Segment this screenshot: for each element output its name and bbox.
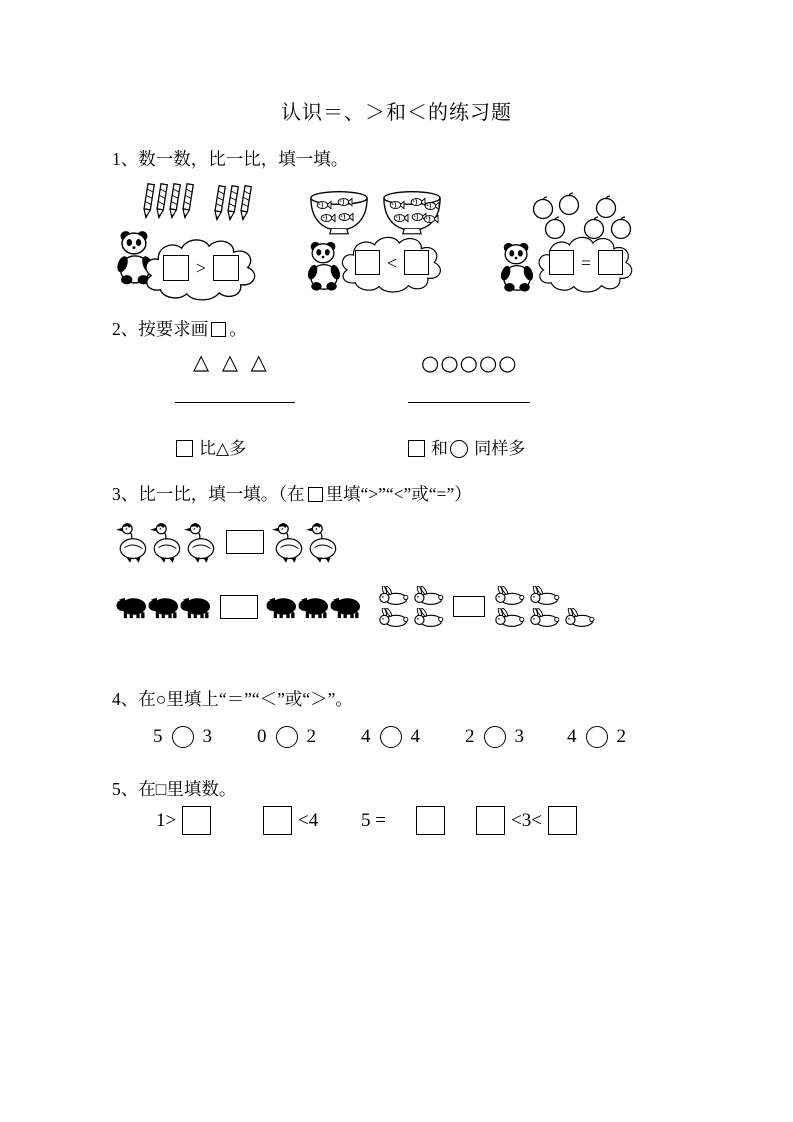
q2-label-pre: 2、按要求画 xyxy=(112,319,209,339)
q4-left-number: 0 xyxy=(257,726,267,747)
q4-right-number: 2 xyxy=(306,726,316,747)
q2-label xyxy=(112,316,247,341)
q1-group-apples xyxy=(498,185,643,303)
fish-icon xyxy=(320,213,336,223)
q3-ducks-row xyxy=(116,521,340,563)
answer-box[interactable] xyxy=(182,806,211,835)
rabbit-group-left xyxy=(376,586,446,627)
thought-bubble xyxy=(337,232,447,293)
pig-icon xyxy=(330,594,361,619)
circle-shapes: ○○○○○ xyxy=(421,351,518,375)
rabbit-row xyxy=(492,608,597,627)
q1-group-pencils xyxy=(112,183,267,305)
pig-group-left xyxy=(116,594,212,619)
q3-label-pre: 3、比一比，填一填。（在 xyxy=(112,484,305,504)
q2-caption-left xyxy=(176,434,246,459)
duck-icon xyxy=(184,521,216,563)
pig-icon xyxy=(180,594,211,619)
q4-item-5 xyxy=(567,726,626,748)
fish-icon xyxy=(393,213,409,223)
q5-expression: 5 = xyxy=(361,809,386,831)
rabbit-row xyxy=(376,608,446,627)
thought-bubble xyxy=(534,232,638,293)
square-symbol xyxy=(176,440,193,457)
q5-item-4 xyxy=(476,806,577,835)
thought-bubble xyxy=(140,234,262,301)
rabbit-group-right xyxy=(492,586,597,627)
q5-label: 5、在□里填数。 xyxy=(112,779,237,799)
fish-group-left xyxy=(308,189,370,236)
rabbit-icon xyxy=(527,608,560,627)
q4-left-number: 4 xyxy=(567,726,577,747)
answer-box[interactable] xyxy=(549,250,574,275)
q5-item-3 xyxy=(361,806,445,835)
fish-icon xyxy=(316,200,332,210)
rabbit-icon xyxy=(376,586,409,605)
q4-right-number: 2 xyxy=(616,726,626,747)
rabbit-icon xyxy=(527,586,560,605)
q4-left-number: 5 xyxy=(153,726,163,747)
rabbit-icon xyxy=(411,608,444,627)
q4-right-number: 3 xyxy=(514,726,524,747)
answer-box[interactable] xyxy=(355,250,380,275)
duck-group-left xyxy=(116,521,218,563)
answer-circle[interactable] xyxy=(380,726,402,748)
square-symbol xyxy=(211,322,226,337)
comparison-row xyxy=(534,232,638,293)
q5-expression: 1> xyxy=(156,809,177,831)
pig-icon xyxy=(298,594,329,619)
fish-icon xyxy=(338,212,354,222)
q4-item-2 xyxy=(257,726,316,748)
duck-group-right xyxy=(272,521,340,563)
duck-icon xyxy=(150,521,182,563)
comparison-operator: < xyxy=(386,252,398,273)
answer-box[interactable] xyxy=(548,806,577,835)
q5-item-1 xyxy=(156,806,211,835)
answer-box[interactable] xyxy=(476,806,505,835)
rabbit-icon xyxy=(411,586,444,605)
q4-right-number: 4 xyxy=(410,726,420,747)
duck-icon xyxy=(306,521,338,563)
rabbit-row xyxy=(492,586,597,605)
answer-box[interactable] xyxy=(416,806,445,835)
q4-item-3 xyxy=(361,726,420,748)
fish-icon xyxy=(423,214,439,224)
answer-box[interactable] xyxy=(226,530,264,554)
draw-area-left[interactable] xyxy=(175,402,295,403)
q2-caption-right-post: 同样多 xyxy=(474,439,526,458)
answer-box[interactable] xyxy=(453,596,485,617)
duck-icon xyxy=(116,521,148,563)
pig-group-right xyxy=(266,594,362,619)
q2-caption-left-text: 比△多 xyxy=(199,439,247,458)
answer-box[interactable] xyxy=(220,595,258,619)
comparison-row xyxy=(337,232,447,293)
q4-item-1 xyxy=(153,726,212,748)
answer-box[interactable] xyxy=(598,250,623,275)
q2-label-post: 。 xyxy=(229,319,247,339)
q3-pigs-rabbits-row xyxy=(116,586,597,627)
pig-icon xyxy=(266,594,297,619)
answer-box[interactable] xyxy=(263,806,292,835)
square-symbol xyxy=(308,487,323,502)
q5-expression: <3< xyxy=(511,809,542,831)
triangle-shapes: △ △ △ xyxy=(193,350,267,374)
fish-icon xyxy=(389,200,405,210)
pig-icon xyxy=(148,594,179,619)
q5-item-2 xyxy=(263,806,318,835)
q4-label: 4、在○里填上“＝”“＜”或“＞”。 xyxy=(112,689,353,709)
comparison-operator: > xyxy=(195,257,207,278)
square-symbol xyxy=(408,440,425,457)
answer-box[interactable] xyxy=(404,250,429,275)
rabbit-icon xyxy=(492,608,525,627)
q1-label: 1、数一数，比一比，填一填。 xyxy=(112,149,349,169)
q4-left-number: 2 xyxy=(465,726,475,747)
duck-icon xyxy=(272,521,304,563)
q3-label-post: 里填“>”“<”或“=”） xyxy=(325,484,472,504)
rabbit-icon xyxy=(492,586,525,605)
fish-icon xyxy=(424,201,440,211)
fish-icon xyxy=(337,197,353,207)
pencil-bundle-right xyxy=(213,185,252,221)
fish-group-right xyxy=(381,189,443,236)
answer-box[interactable] xyxy=(213,255,239,281)
q1-group-fishbowls xyxy=(305,185,450,303)
q4-left-number: 4 xyxy=(361,726,371,747)
page-title: 认识＝、＞和＜的练习题 xyxy=(281,102,512,124)
q3-label xyxy=(112,481,472,506)
q4-item-4 xyxy=(465,726,524,748)
rabbit-icon xyxy=(376,608,409,627)
answer-box[interactable] xyxy=(163,255,189,281)
circle-symbol xyxy=(450,440,468,458)
q2-caption-right xyxy=(408,434,525,459)
panda-icon xyxy=(498,241,536,294)
q5-expression: <4 xyxy=(298,809,319,831)
answer-circle[interactable] xyxy=(586,726,608,748)
pig-icon xyxy=(116,594,147,619)
comparison-operator: = xyxy=(580,252,592,273)
comparison-row xyxy=(140,234,262,301)
rabbit-row xyxy=(376,586,446,605)
answer-circle[interactable] xyxy=(484,726,506,748)
rabbit-icon xyxy=(562,608,595,627)
draw-area-right[interactable] xyxy=(408,402,530,403)
q4-right-number: 3 xyxy=(202,726,212,747)
answer-circle[interactable] xyxy=(276,726,298,748)
q2-caption-right-pre: 和 xyxy=(431,439,448,458)
pencil-bundle-left xyxy=(142,183,194,219)
answer-circle[interactable] xyxy=(172,726,194,748)
